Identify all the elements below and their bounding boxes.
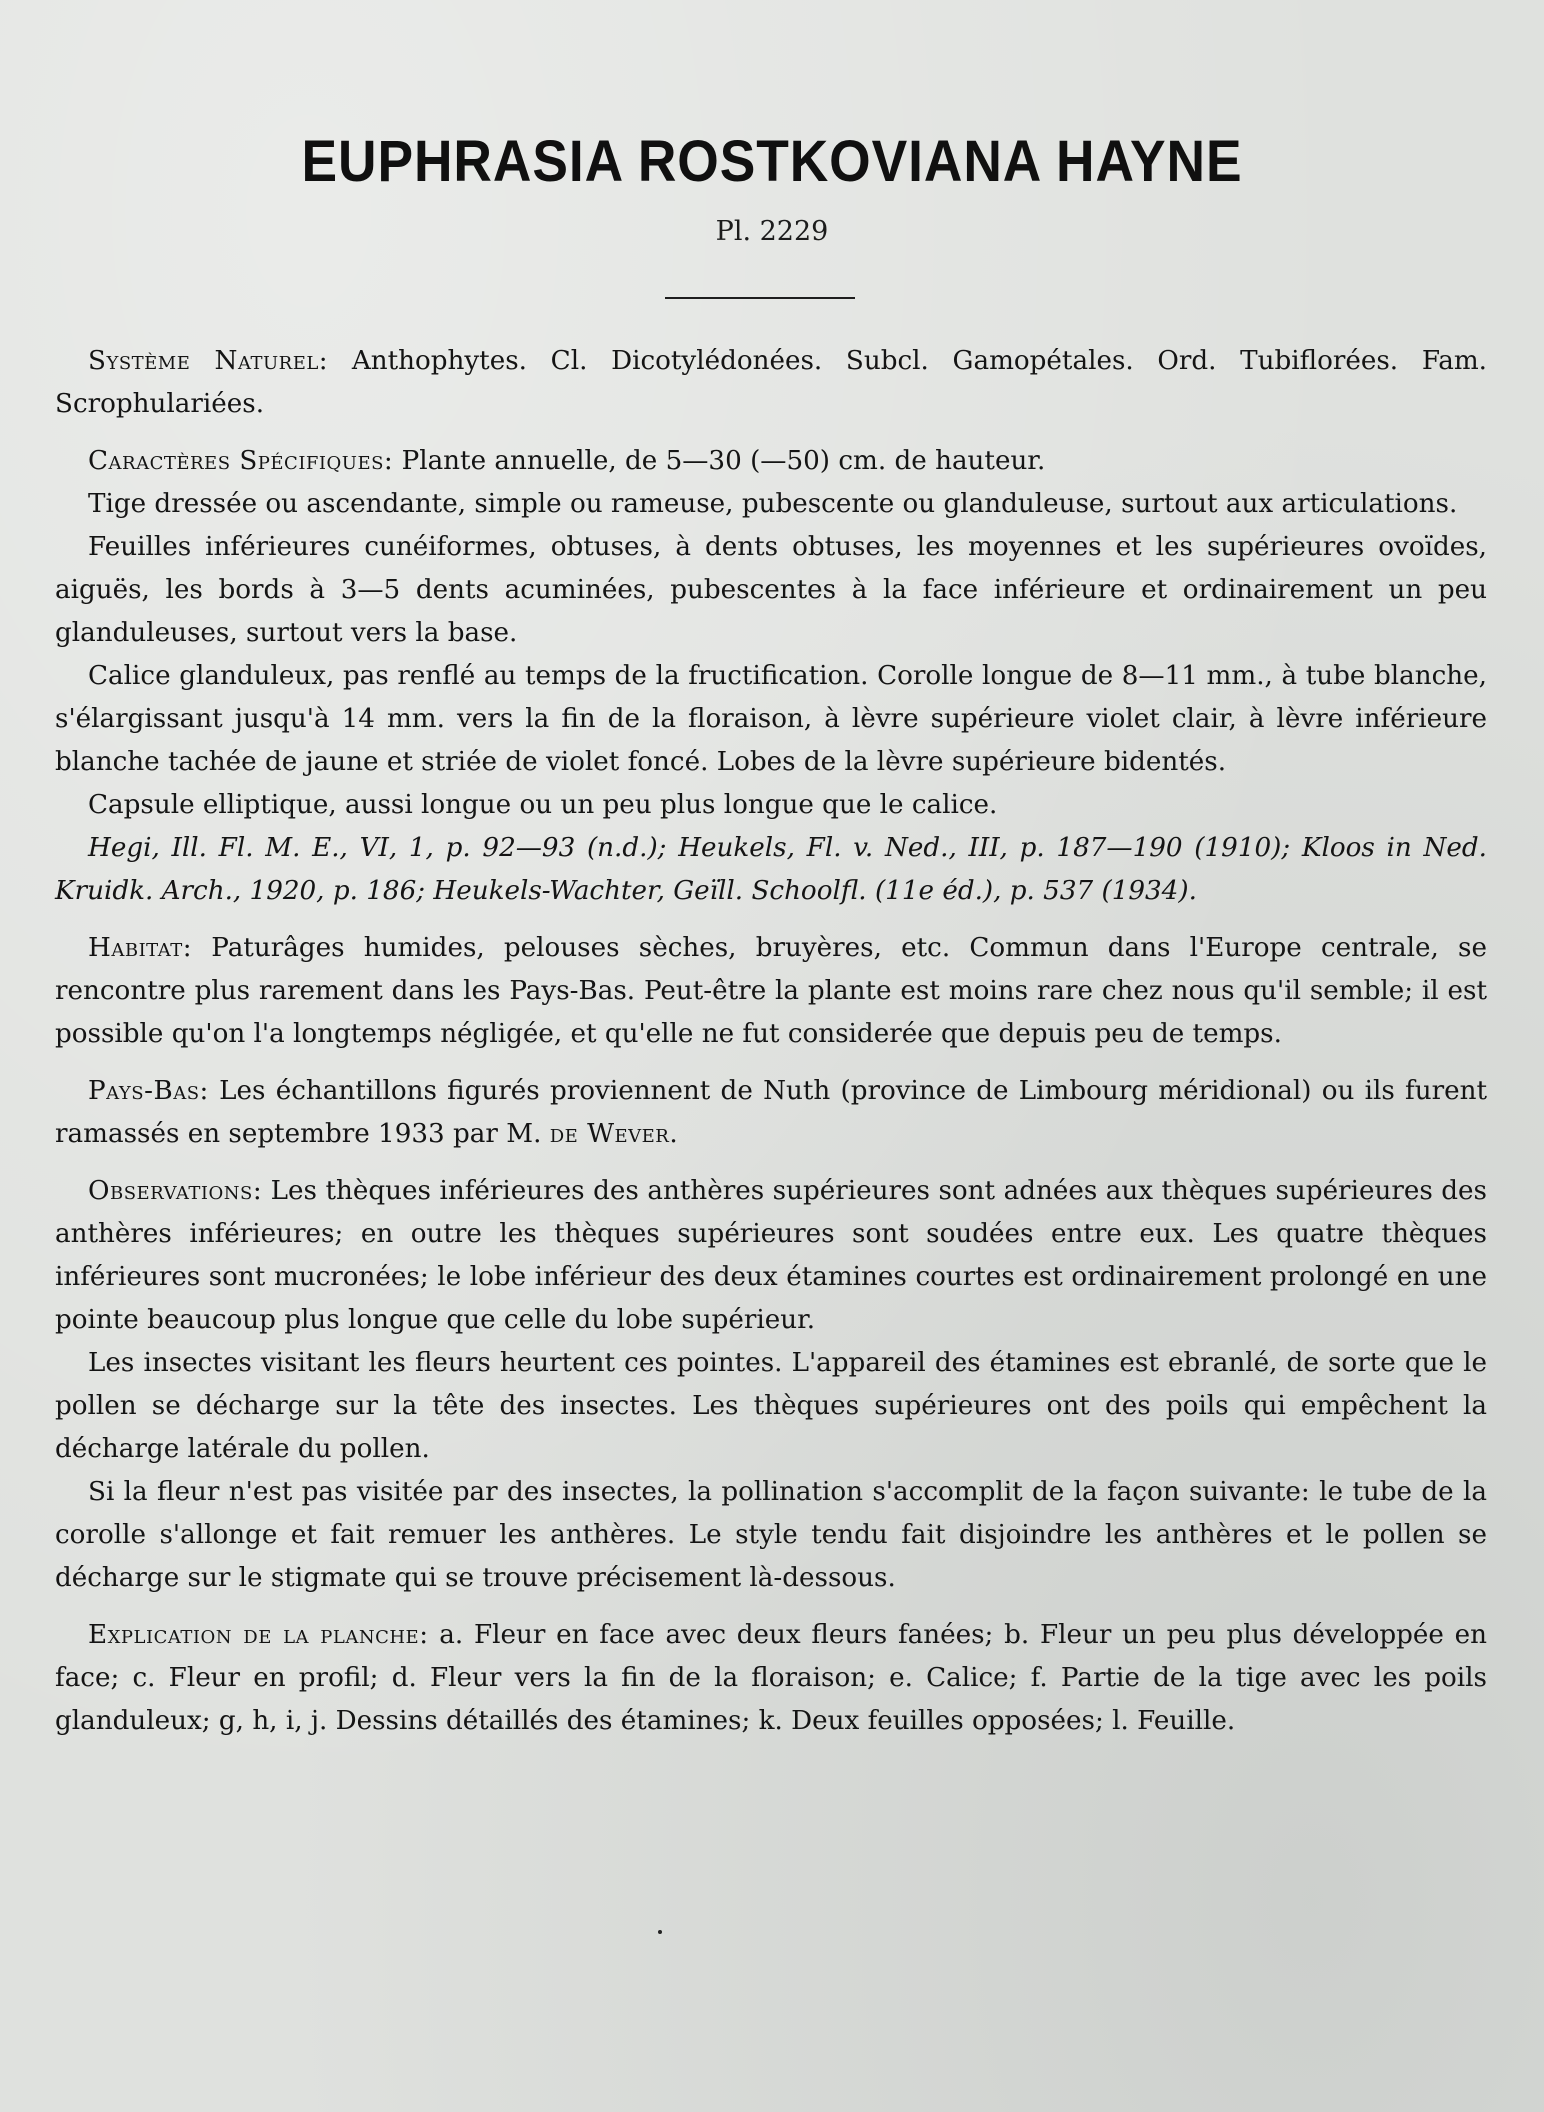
collector-name: de Wever bbox=[549, 1119, 670, 1149]
paragraph-calice: Calice glanduleux, pas renflé au temps de la fructification. Corolle longue de 8—11 mm., à tube blanche, s'élargissant jusqu'à 14 mm. vers la fin de la floraison, à lèvre supérieure violet clair, à lèvre inférieure blanche tachée de jaune et striée de violet foncé. Lobes de la lèvre supérieure bidentés. bbox=[55, 661, 1487, 777]
paragraph-caracteres bbox=[55, 440, 1487, 483]
paragraph-references: Hegi, Ill. Fl. M. E., VI, 1, p. 92—93 (n.d.); Heukels, Fl. v. Ned., III, p. 187—190 (1910); Kloos in Ned. Kruidk. Arch., 1920, p. 186; Heukels-Wachter, Geïll. Schoolfl. (11e éd.), p. 537 (1934). bbox=[55, 833, 1487, 906]
paragraph-feuilles: Feuilles inférieures cunéiformes, obtuses, à dents obtuses, les moyennes et les supérieures ovoïdes, aiguës, les bords à 3—5 dents acuminées, pubescentes à la face inférieure et ordinairement un peu glanduleuses, surtout vers la base. bbox=[55, 532, 1487, 648]
paragraph-explication bbox=[55, 1614, 1487, 1743]
text-paysbas-end: . bbox=[669, 1119, 678, 1149]
label-habitat: Habitat: bbox=[88, 933, 193, 963]
paragraph-systeme bbox=[55, 340, 1487, 426]
text-habitat: Paturâges humides, pelouses sèches, bruyères, etc. Commun dans l'Europe centrale, se rencontre plus rarement dans les Pays-Bas. Peut-être la plante est moins rare chez nous qu'il semble; il est possible qu'on l'a longtemps négligée, et qu'elle ne fut considerée que depuis peu de temps. bbox=[55, 933, 1487, 1049]
paragraph-tige: Tige dressée ou ascendante, simple ou rameuse, pubescente ou glanduleuse, surtout aux articulations. bbox=[88, 489, 1458, 519]
label-observations: Observations: bbox=[88, 1176, 263, 1206]
page-title: EUPHRASIA ROSTKOVIANA HAYNE bbox=[301, 129, 1243, 194]
text-systeme: Anthophytes. Cl. Dicotylédonées. Subcl. Gamopétales. Ord. Tubiflorées. Fam. Scrophulariées. bbox=[55, 346, 1487, 419]
plate-number: Pl. 2229 bbox=[715, 216, 829, 247]
paragraph-capsule: Capsule elliptique, aussi longue ou un peu plus longue que le calice. bbox=[88, 790, 998, 820]
text-paysbas: Les échantillons figurés proviennent de Nuth (province de Limbourg méridional) ou ils furent ramassés en septembre 1933 par M. bbox=[55, 1076, 1487, 1149]
label-explication: Explication de la planche: bbox=[88, 1620, 429, 1650]
label-caracteres: Caractères Spécifiques: bbox=[88, 446, 394, 476]
stray-dot bbox=[658, 1930, 662, 1934]
paragraph-observations bbox=[55, 1170, 1487, 1342]
title-rule bbox=[665, 297, 855, 299]
text-observations: Les thèques inférieures des anthères supérieures sont adnées aux thèques supérieures des anthères inférieures; en outre les thèques supérieures sont soudées entre eux. Les quatre thèques inférieures sont mucronées; le lobe inférieur des deux étamines courtes est ordinairement prolongé en une pointe beaucoup plus longue que celle du lobe supérieur. bbox=[55, 1176, 1487, 1335]
body-text bbox=[55, 340, 1487, 1743]
paragraph-habitat bbox=[55, 927, 1487, 1056]
paragraph-insectes: Les insectes visitant les fleurs heurtent ces pointes. L'appareil des étamines est ebranlé, de sorte que le pollen se décharge sur la tête des insectes. Les thèques supérieures ont des poils qui empêchent la décharge latérale du pollen. bbox=[55, 1348, 1487, 1464]
text-explication: a. Fleur en face avec deux fleurs fanées; b. Fleur un peu plus développée en face; c. Fleur en profil; d. Fleur vers la fin de la floraison; e. Calice; f. Partie de la tige avec les poils glanduleux; g, h, i, j. Dessins détaillés des étamines; k. Deux feuilles opposées; l. Feuille. bbox=[55, 1620, 1487, 1736]
paragraph-pollination: Si la fleur n'est pas visitée par des insectes, la pollination s'accomplit de la façon suivante: le tube de la corolle s'allonge et fait remuer les anthères. Le style tendu fait disjoindre les anthères et le pollen se décharge sur le stigmate qui se trouve précisement là-dessous. bbox=[55, 1477, 1487, 1593]
text-caracteres: Plante annuelle, de 5—30 (—50) cm. de hauteur. bbox=[393, 446, 1046, 476]
paragraph-paysbas bbox=[55, 1070, 1487, 1156]
label-paysbas: Pays-Bas: bbox=[88, 1076, 209, 1106]
label-systeme: Système Naturel: bbox=[88, 346, 329, 376]
